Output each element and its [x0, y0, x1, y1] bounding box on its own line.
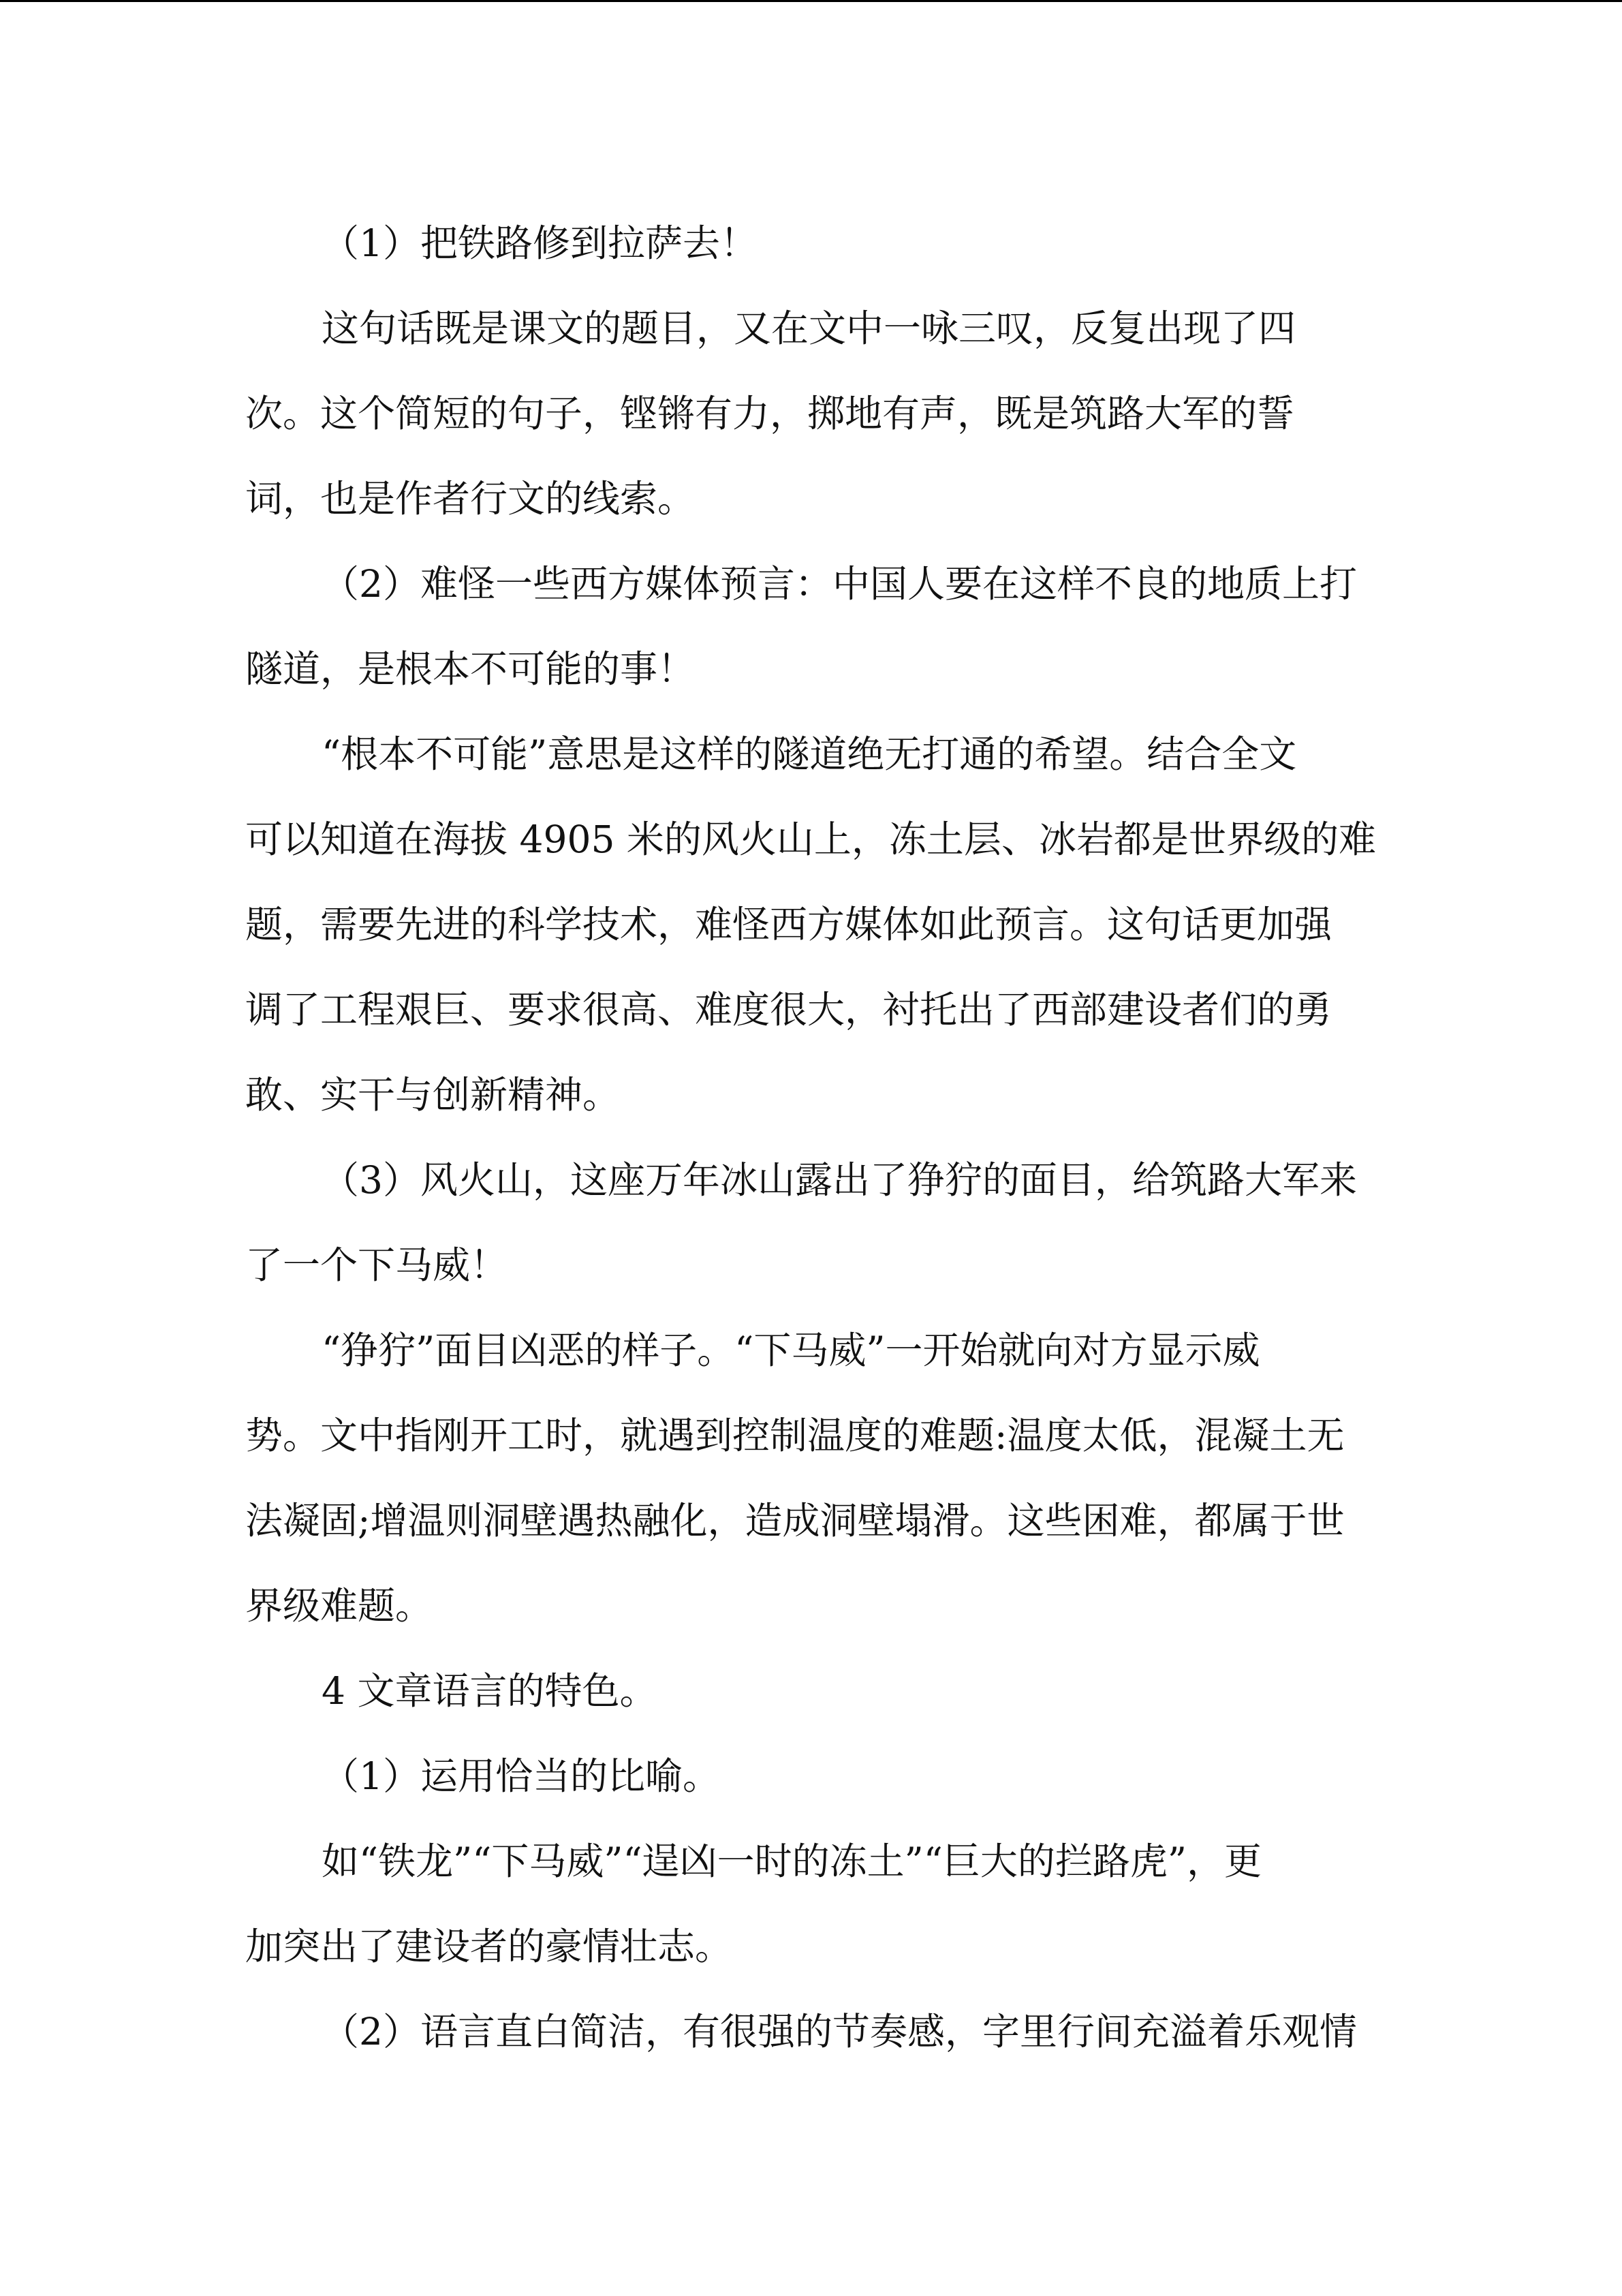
- document-body: [245, 201, 1379, 2075]
- text-line: （1）把铁路修到拉萨去！: [322, 221, 758, 265]
- text-line: 隧道，是根本不可能的事！: [245, 647, 696, 691]
- text-line: 次。这个简短的句子，铿锵有力，掷地有声，既是筑路大军的誓: [245, 392, 1295, 435]
- text-line: 了一个下马威！: [245, 1243, 508, 1287]
- text-line: 界级难题。: [245, 1584, 433, 1628]
- text-line: （2）难怪一些西方媒体预言：中国人要在这样不良的地质上打: [322, 562, 1357, 606]
- document-page: [0, 2, 1622, 2296]
- text-line: （2）语言直白简洁，有很强的节奏感，字里行间充溢着乐观情: [322, 2010, 1357, 2053]
- text-line: “狰狞”面目凶恶的样子。“下马威”一开始就向对方显示威: [322, 1329, 1260, 1372]
- text-line: （1）运用恰当的比喻。: [322, 1754, 720, 1798]
- text-line: 如“铁龙”“下马威”“逞凶一时的冻土”“巨大的拦路虎”，更: [322, 1840, 1262, 1883]
- text-line: 这句话既是课文的题目，又在文中一咏三叹，反复出现了四: [322, 307, 1296, 350]
- text-line: 调了工程艰巨、要求很高、难度很大，衬托出了西部建设者们的勇: [245, 988, 1332, 1031]
- text-line: 题，需要先进的科学技术，难怪西方媒体如此预言。这句话更加强: [245, 903, 1332, 946]
- text-line: 词，也是作者行文的线索。: [245, 477, 696, 521]
- text-line: 加突出了建设者的豪情壮志。: [245, 1925, 733, 1968]
- text-line: 法凝固;增温则洞壁遇热融化，造成洞壁塌滑。这些困难，都属于世: [245, 1499, 1345, 1542]
- text-line: （3）风火山，这座万年冰山露出了狰狞的面目，给筑路大军来: [322, 1158, 1357, 1202]
- text-line: 敢、实干与创新精神。: [245, 1073, 621, 1117]
- text-line: “根本不可能”意思是这样的隧道绝无打通的希望。结合全文: [322, 732, 1297, 776]
- text-line: 4 文章语言的特色。: [322, 1669, 657, 1713]
- text-line: 势。文中指刚开工时，就遇到控制温度的难题:温度太低，混凝土无: [245, 1414, 1345, 1457]
- text-line: 可以知道在海拔 4905 米的风火山上，冻土层、冰岩都是世界级的难: [245, 818, 1376, 861]
